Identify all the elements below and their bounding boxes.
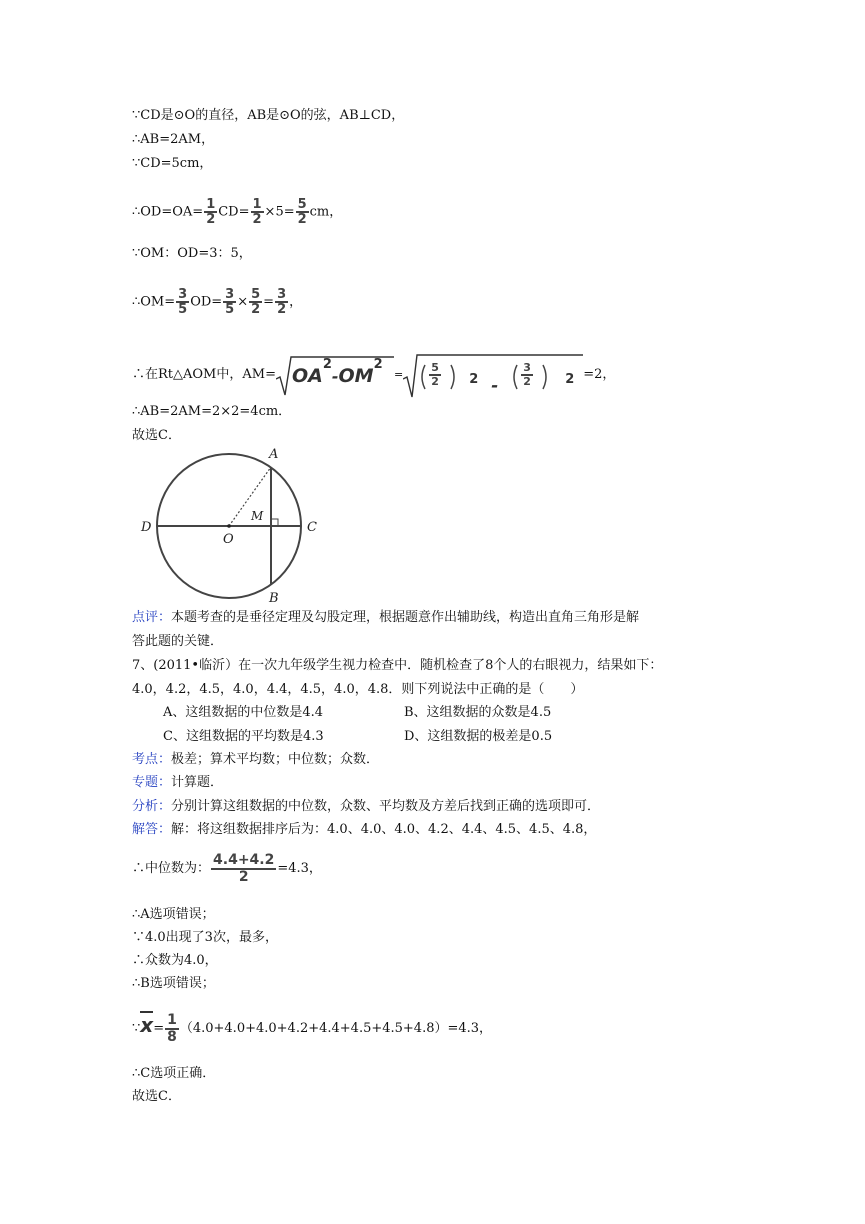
option-c: C、这组数据的平均数是4.3: [163, 729, 324, 744]
solution-line: ∴B选项错误；: [132, 976, 215, 991]
fraction-eighth: $\frac{1}{8}$: [167, 1011, 177, 1045]
text: 本题考查的是垂径定理及勾股定理，根据题意作出辅助线，构造出直角三角形是解: [171, 610, 640, 625]
label-a: A: [269, 447, 279, 462]
jieda-line: [132, 820, 596, 840]
solution-line: ∴众数为4.0，: [132, 953, 218, 968]
solution-line: 故选C．: [132, 1089, 181, 1104]
comment-line: 答此题的关键．: [132, 634, 224, 649]
text: =: [393, 368, 404, 381]
sqrt-oa-om: OA2-OM2: [276, 355, 394, 395]
text: =: [153, 1021, 165, 1036]
label-b: B: [269, 591, 279, 606]
text: 分别计算这组数据的中位数，众数、平均数及方差后找到正确的选项即可．: [171, 799, 601, 814]
text: 计算题．: [171, 775, 224, 790]
text: 极差；算术平均数；中位数；众数．: [171, 752, 380, 767]
radius-oa: [229, 467, 271, 526]
option-b: B、这组数据的众数是4.5: [404, 705, 552, 720]
solution-line-od: [132, 198, 342, 226]
comment-tag: 点评：: [132, 610, 172, 625]
fraction: $\frac{5}{2}$: [431, 361, 439, 388]
text: ，: [289, 294, 303, 310]
solution-line: ∵4.0出现了3次，最多，: [132, 930, 278, 945]
solution-line: 故选C．: [132, 428, 181, 443]
solution-line: ∵OM：OD=3：5，: [132, 246, 252, 261]
solution-line-am: [132, 352, 615, 398]
fraction: $\frac{5}{2}$: [297, 197, 307, 227]
solution-line: ∴C选项正确．: [132, 1066, 216, 1081]
fraction: $\frac{5}{2}$: [251, 287, 261, 317]
fraction: $\frac{3}{2}$: [523, 361, 531, 388]
text: =: [263, 294, 275, 310]
label-o: O: [223, 532, 234, 547]
question-stem: 7、(2011•临沂）在一次九年级学生视力检查中．随机检查了8个人的右眼视力，结果如下：: [132, 658, 663, 673]
fraction: $\frac{3}{5}$: [178, 287, 188, 317]
jieda-tag: 解答：: [132, 822, 172, 837]
comment-line: [132, 608, 639, 628]
fraction: $\frac{1}{2}$: [252, 197, 262, 227]
text: ∴OD=OA=: [132, 204, 204, 220]
fraction: $\frac{3}{5}$: [225, 287, 235, 317]
kaodian-line: [132, 750, 379, 770]
center-point: [227, 524, 231, 528]
fraction-median: $\frac{4.4+4.2}{2}$: [213, 851, 275, 885]
mean-line: [132, 1012, 492, 1046]
solution-line: ∴AB=2AM=2×2=4cm．: [132, 404, 292, 419]
text: 解：将这组数据排序后为：4.0、4.0、4.0、4.2、4.4、4.5、4.5、4.8，: [171, 822, 597, 837]
option-d: D、这组数据的极差是0.5: [404, 729, 553, 744]
question-data: 4.0，4.2，4.5，4.0，4.4，4.5，4.0，4.8．则下列说法中正确的是（ ）: [132, 682, 584, 697]
zhuanti-tag: 专题：: [132, 775, 172, 790]
solution-line: ∵CD是⊙O的直径，AB是⊙O的弦，AB⊥CD，: [132, 108, 405, 123]
median-line: [132, 852, 322, 886]
solution-line: ∴A选项错误；: [132, 907, 215, 922]
text: ×5=: [264, 204, 295, 220]
text: ∴在Rt△AOM中，AM=: [132, 367, 276, 382]
label-c: C: [307, 520, 317, 535]
right-angle-mark: [271, 519, 278, 526]
fraction: $\frac{1}{2}$: [206, 197, 216, 227]
circle-figure: [135, 446, 335, 606]
fenxi-tag: 分析：: [132, 799, 172, 814]
text: =4.3，: [277, 861, 322, 876]
text: =2，: [583, 367, 616, 382]
text: cm，: [309, 204, 343, 220]
fenxi-line: [132, 797, 600, 817]
solution-line: ∴AB=2AM，: [132, 132, 215, 147]
solution-line-om: [132, 288, 302, 316]
fraction: $\frac{3}{2}$: [277, 287, 287, 317]
sqrt-numeric: $\frac{5}{2}$ 2 - $\frac{3}{2}$ 2: [403, 353, 583, 397]
text: ×: [237, 294, 249, 310]
label-d: D: [141, 520, 152, 535]
text: OD=: [190, 294, 223, 310]
text: ∴OM=: [132, 294, 176, 310]
text: ∵: [132, 1021, 141, 1036]
label-m: M: [251, 509, 264, 523]
option-a: A、这组数据的中位数是4.4: [163, 705, 324, 720]
text: CD=: [218, 204, 250, 220]
kaodian-tag: 考点：: [132, 752, 172, 767]
text: （4.0+4.0+4.0+4.2+4.4+4.5+4.5+4.8）=4.3，: [179, 1021, 493, 1036]
solution-line: ∵CD=5cm，: [132, 156, 213, 171]
zhuanti-line: [132, 773, 223, 793]
x-bar-symbol: x: [140, 1013, 154, 1037]
text: ∴中位数为：: [132, 861, 211, 876]
